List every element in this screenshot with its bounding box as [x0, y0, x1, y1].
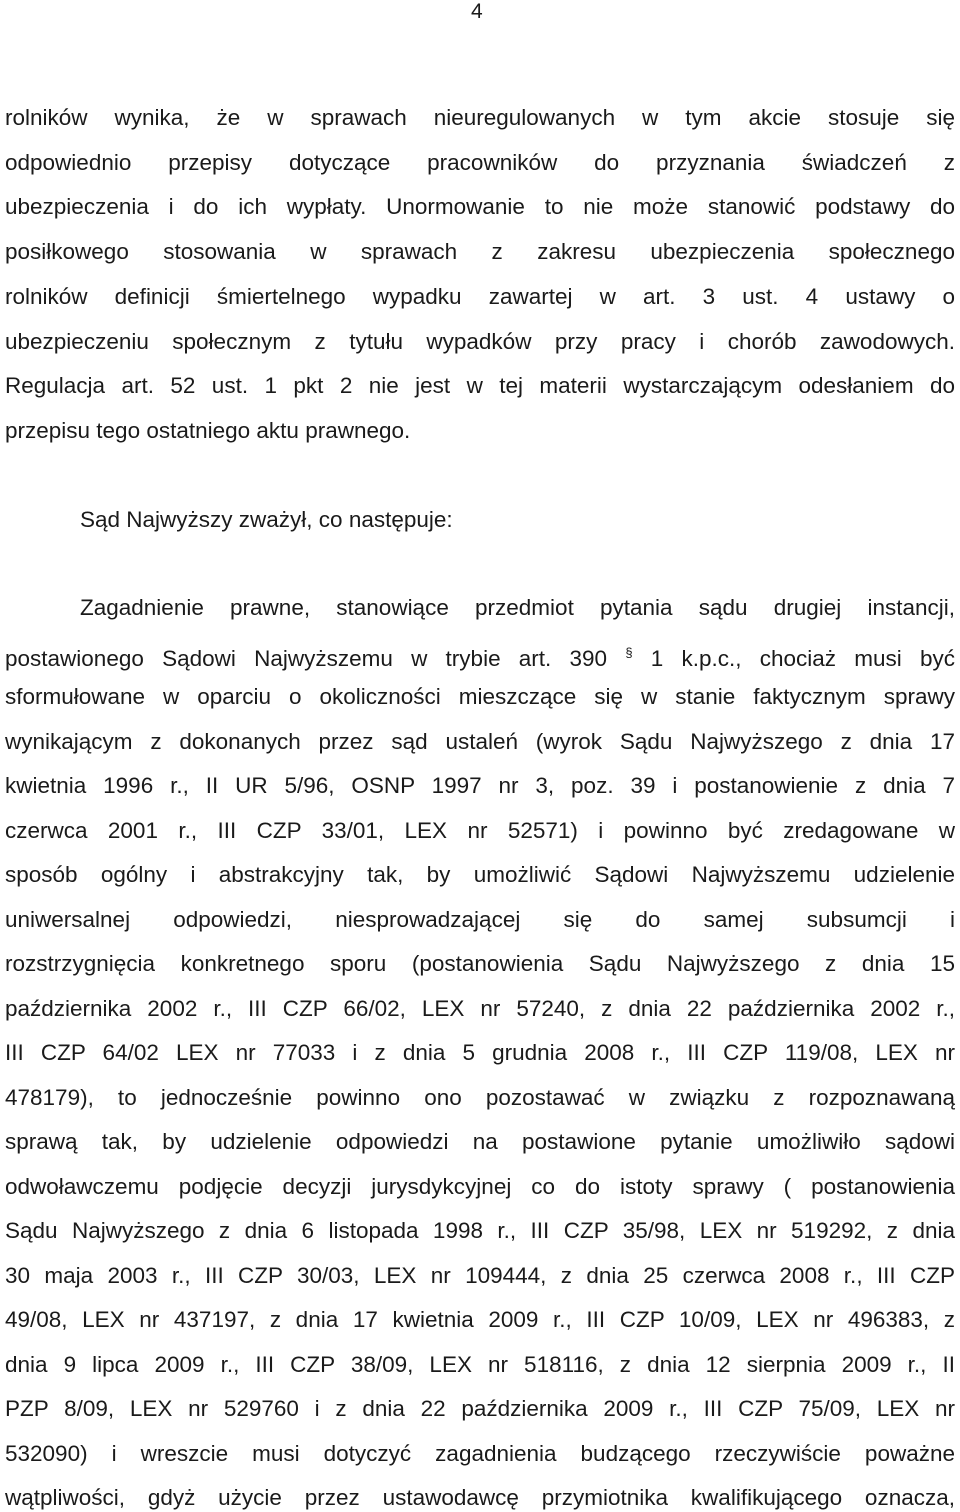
text-line: Regulacja art. 52 ust. 1 pkt 2 nie jest w tej materii wystarczającym odesłaniem do: [5, 373, 955, 398]
section-sign: §: [625, 645, 633, 660]
text-line: października 2002 r., III CZP 66/02, LEX nr 57240, z dnia 22 października 2002 r.,: [5, 996, 955, 1021]
text-line: czerwca 2001 r., III CZP 33/01, LEX nr 52571) i powinno być zredagowane w: [5, 818, 955, 843]
page-number: 4: [471, 0, 483, 23]
text-segment: postawionego Sądowi Najwyższemu w trybie art. 390: [5, 646, 608, 671]
text-line: Zagadnienie prawne, stanowiące przedmiot pytania sądu drugiej instancji,: [80, 595, 955, 620]
text-line: 532090) i wreszcie musi dotyczyć zagadnienia budzącego rzeczywiście poważne: [5, 1441, 955, 1466]
section-heading: Sąd Najwyższy zważył, co następuje:: [80, 507, 453, 532]
text-line: sformułowane w oparciu o okoliczności mieszczące się w stanie faktycznym sprawy: [5, 684, 955, 709]
text-line: wątpliwości, gdyż użycie przez ustawodawcę przymiotnika kwalifikującego oznacza,: [5, 1485, 955, 1510]
text-line: III CZP 64/02 LEX nr 77033 i z dnia 5 grudnia 2008 r., III CZP 119/08, LEX nr: [5, 1040, 955, 1065]
text-line: wynikającym z dokonanych przez sąd ustaleń (wyrok Sądu Najwyższego z dnia 17: [5, 729, 955, 754]
text-segment: 1 k.p.c., chociaż musi być: [632, 646, 955, 671]
text-line: sposób ogólny i abstrakcyjny tak, by umożliwić Sądowi Najwyższemu udzielenie: [5, 862, 955, 887]
text-line: rolników definicji śmiertelnego wypadku zawartej w art. 3 ust. 4 ustawy o: [5, 284, 955, 309]
text-line: 49/08, LEX nr 437197, z dnia 17 kwietnia 2009 r., III CZP 10/09, LEX nr 496383, z: [5, 1307, 955, 1332]
text-line: kwietnia 1996 r., II UR 5/96, OSNP 1997 nr 3, poz. 39 i postanowienie z dnia 7: [5, 773, 955, 798]
text-line: rozstrzygnięcia konkretnego sporu (postanowienia Sądu Najwyższego z dnia 15: [5, 951, 955, 976]
text-line: PZP 8/09, LEX nr 529760 i z dnia 22 października 2009 r., III CZP 75/09, LEX nr: [5, 1396, 955, 1421]
text-line-with-section-sign: [5, 639, 955, 673]
text-line: 30 maja 2003 r., III CZP 30/03, LEX nr 109444, z dnia 25 czerwca 2008 r., III CZP: [5, 1263, 955, 1288]
text-line: przepisu tego ostatniego aktu prawnego.: [5, 418, 411, 443]
text-line: sprawą tak, by udzielenie odpowiedzi na postawione pytanie umożliwiło sądowi: [5, 1129, 955, 1154]
text-line: rolników wynika, że w sprawach nieuregulowanych w tym akcie stosuje się: [5, 105, 955, 130]
text-line: ubezpieczeniu społecznym z tytułu wypadków przy pracy i chorób zawodowych.: [5, 329, 955, 354]
text-line: uniwersalnej odpowiedzi, niesprowadzającej się do samej subsumcji i: [5, 907, 955, 932]
text-line: odpowiednio przepisy dotyczące pracowników do przyznania świadczeń z: [5, 150, 955, 175]
text-line: odwoławczemu podjęcie decyzji jurysdykcyjnej co do istoty sprawy ( postanowienia: [5, 1174, 955, 1199]
text-line: ubezpieczenia i do ich wypłaty. Unormowanie to nie może stanowić podstawy do: [5, 194, 955, 219]
text-line: dnia 9 lipca 2009 r., III CZP 38/09, LEX nr 518116, z dnia 12 sierpnia 2009 r., II: [5, 1352, 955, 1377]
text-line: Sądu Najwyższego z dnia 6 listopada 1998 r., III CZP 35/98, LEX nr 519292, z dnia: [5, 1218, 955, 1243]
text-line: posiłkowego stosowania w sprawach z zakresu ubezpieczenia społecznego: [5, 239, 955, 264]
text-line: 478179), to jednocześnie powinno ono pozostawać w związku z rozpoznawaną: [5, 1085, 955, 1110]
